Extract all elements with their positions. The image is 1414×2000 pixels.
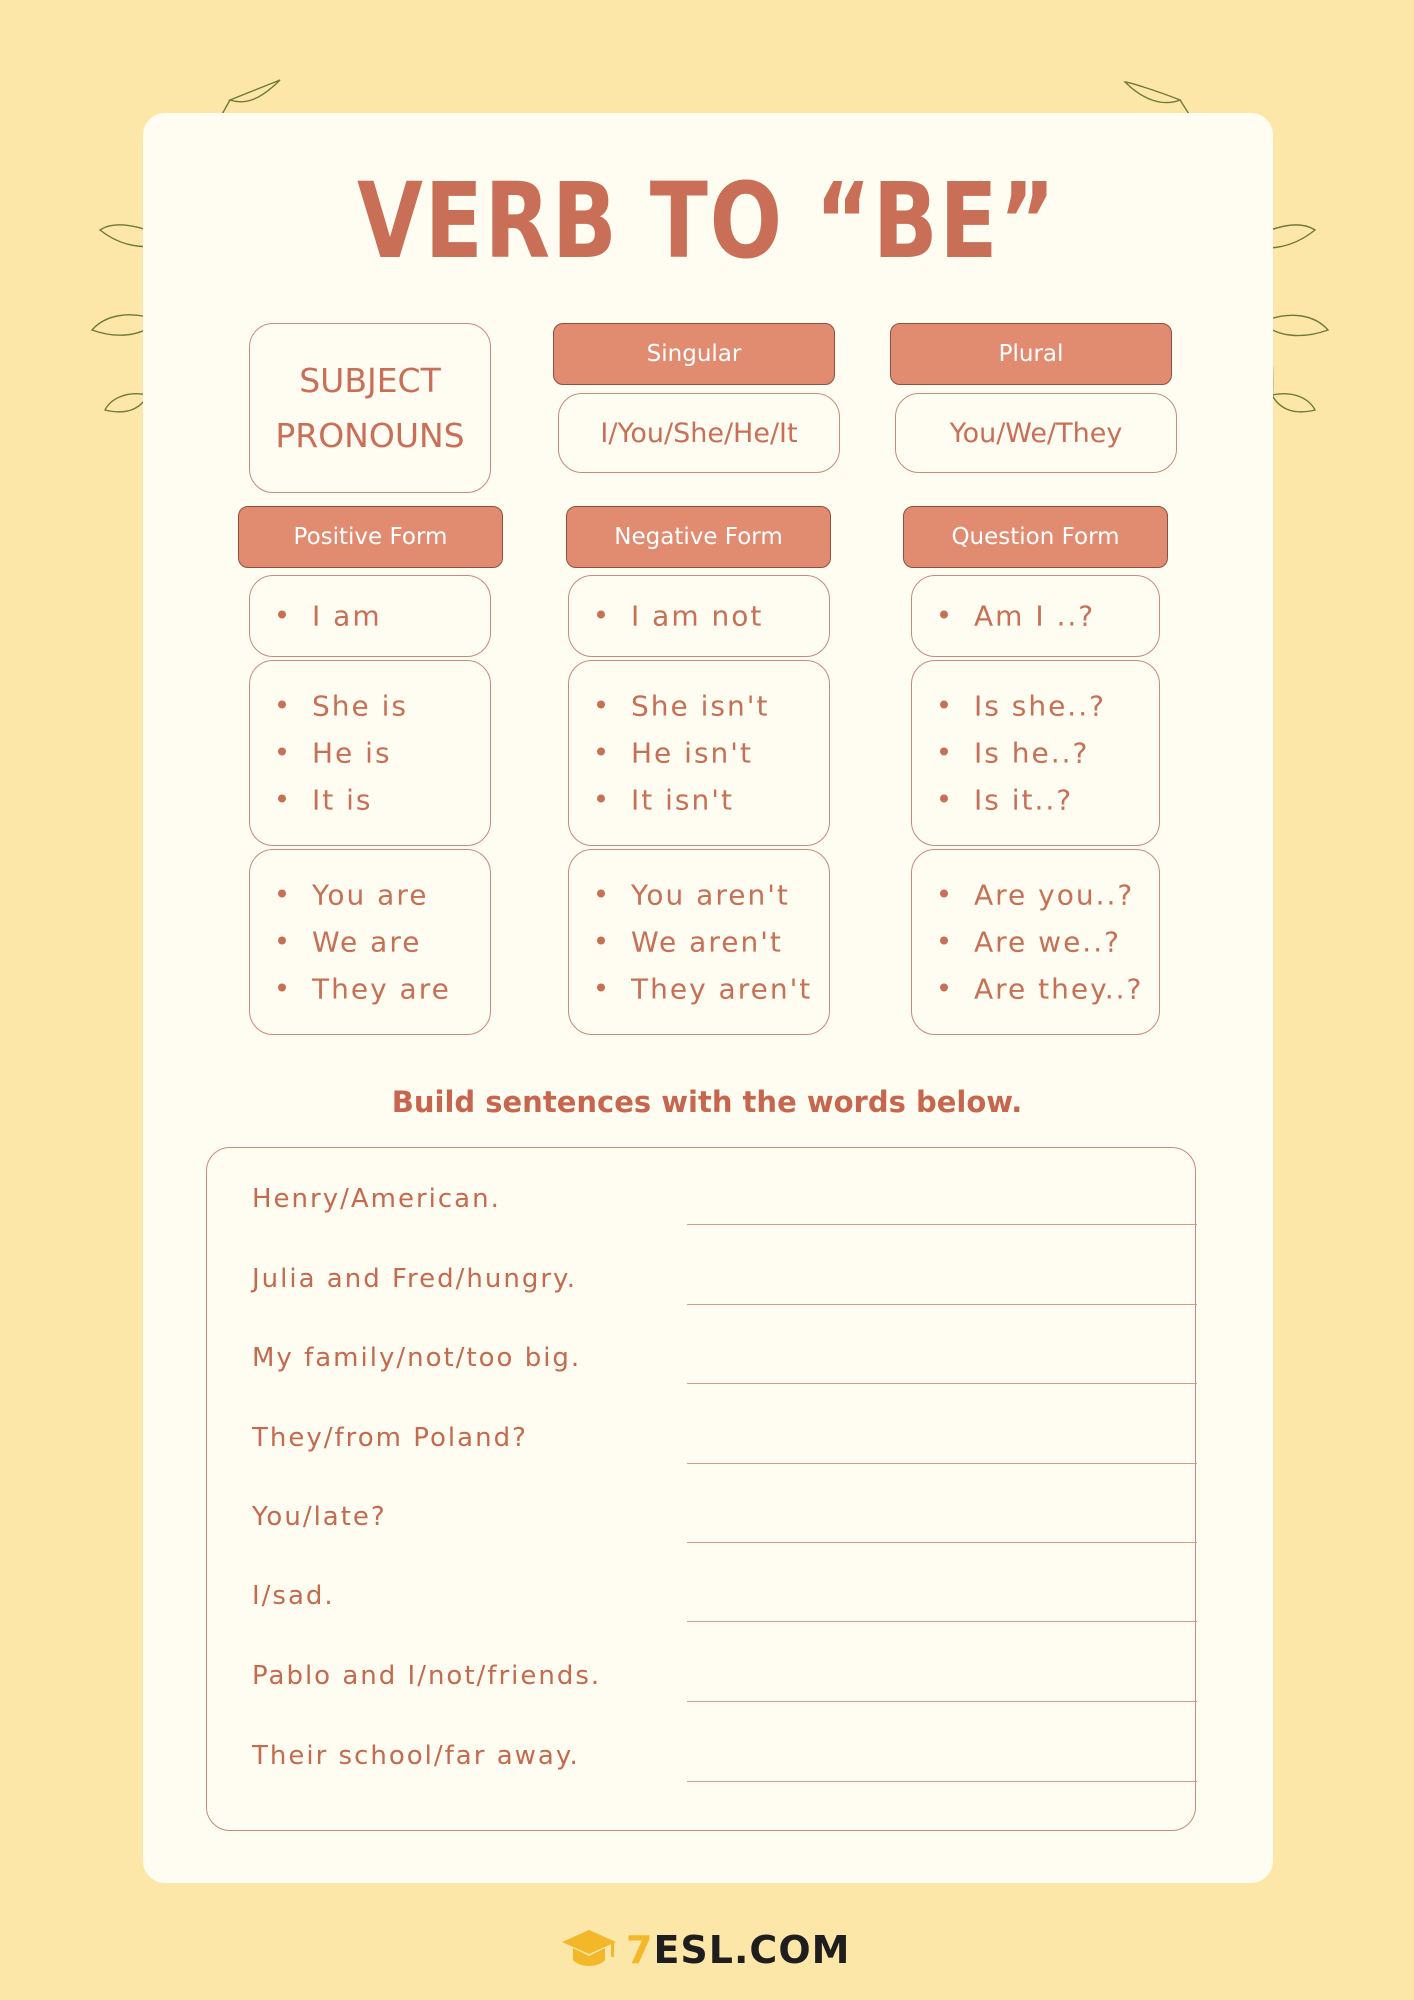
exercise-prompt: I/sad. [252,1581,335,1611]
list-item: Are we..? [940,919,1143,966]
exercise-row-8 [252,1741,1152,1801]
exercise-instruction: Build sentences with the words below. [391,1085,1023,1119]
list-item: It is [278,777,408,824]
list-item: She isn't [597,683,769,730]
list-item: I am [278,593,382,640]
answer-line[interactable] [687,1701,1197,1702]
list-item: Are you..? [940,872,1143,919]
exercise-box [206,1147,1196,1831]
negative-group-2 [568,660,830,846]
list-item: Am I ..? [940,593,1095,640]
list-item: She is [278,683,408,730]
list-item: They aren't [597,966,812,1013]
list-item: Is she..? [940,683,1106,730]
singular-tab: Singular [553,323,835,385]
plural-tab: Plural [890,323,1172,385]
graduation-cap-icon [560,1928,618,1972]
subject-pronouns-line2: PRONOUNS [275,416,465,455]
subject-pronouns-box [249,323,491,493]
list-item: We are [278,919,451,966]
list-item: I am not [597,593,763,640]
exercise-row-4 [252,1423,1152,1483]
positive-group-2 [249,660,491,846]
answer-line[interactable] [687,1304,1197,1305]
exercise-row-5 [252,1502,1152,1562]
question-group-3 [911,849,1160,1035]
list-item: He isn't [597,730,769,777]
positive-group-3 [249,849,491,1035]
brand-name: ESL.COM [653,1928,851,1972]
exercise-prompt: Henry/American. [252,1184,501,1214]
answer-line[interactable] [687,1621,1197,1622]
answer-line[interactable] [687,1542,1197,1543]
exercise-row-1 [252,1184,1152,1244]
list-item: Are they..? [940,966,1143,1013]
negative-form-tab: Negative Form [566,506,831,568]
positive-group-1 [249,575,491,657]
singular-pronouns-box: I/You/She/He/It [558,393,840,473]
exercise-prompt: You/late? [252,1502,387,1532]
question-group-2 [911,660,1160,846]
list-item: You are [278,872,451,919]
subject-pronouns-line1: SUBJECT [299,361,441,400]
list-item: They are [278,966,451,1013]
question-form-tab: Question Form [903,506,1168,568]
positive-form-tab: Positive Form [238,506,503,568]
exercise-prompt: Pablo and I/not/friends. [252,1661,602,1691]
page-title: VERB TO “BE” [356,160,1057,282]
exercise-row-6 [252,1581,1152,1641]
answer-line[interactable] [687,1224,1197,1225]
exercise-prompt: Julia and Fred/hungry. [252,1264,577,1294]
exercise-prompt: My family/not/too big. [252,1343,582,1373]
list-item: It isn't [597,777,769,824]
plural-pronouns-box: You/We/They [895,393,1177,473]
exercise-row-3 [252,1343,1152,1403]
list-item: You aren't [597,872,812,919]
list-item: We aren't [597,919,812,966]
exercise-prompt: They/from Poland? [252,1423,528,1453]
negative-group-1 [568,575,830,657]
brand-logo[interactable] [560,1925,850,1975]
list-item: Is it..? [940,777,1106,824]
negative-group-3 [568,849,830,1035]
answer-line[interactable] [687,1463,1197,1464]
answer-line[interactable] [687,1383,1197,1384]
exercise-row-2 [252,1264,1152,1324]
answer-line[interactable] [687,1781,1197,1782]
exercise-row-7 [252,1661,1152,1721]
question-group-1 [911,575,1160,657]
list-item: Is he..? [940,730,1106,777]
exercise-prompt: Their school/far away. [252,1741,580,1771]
list-item: He is [278,730,408,777]
brand-seven: 7 [626,1928,654,1972]
